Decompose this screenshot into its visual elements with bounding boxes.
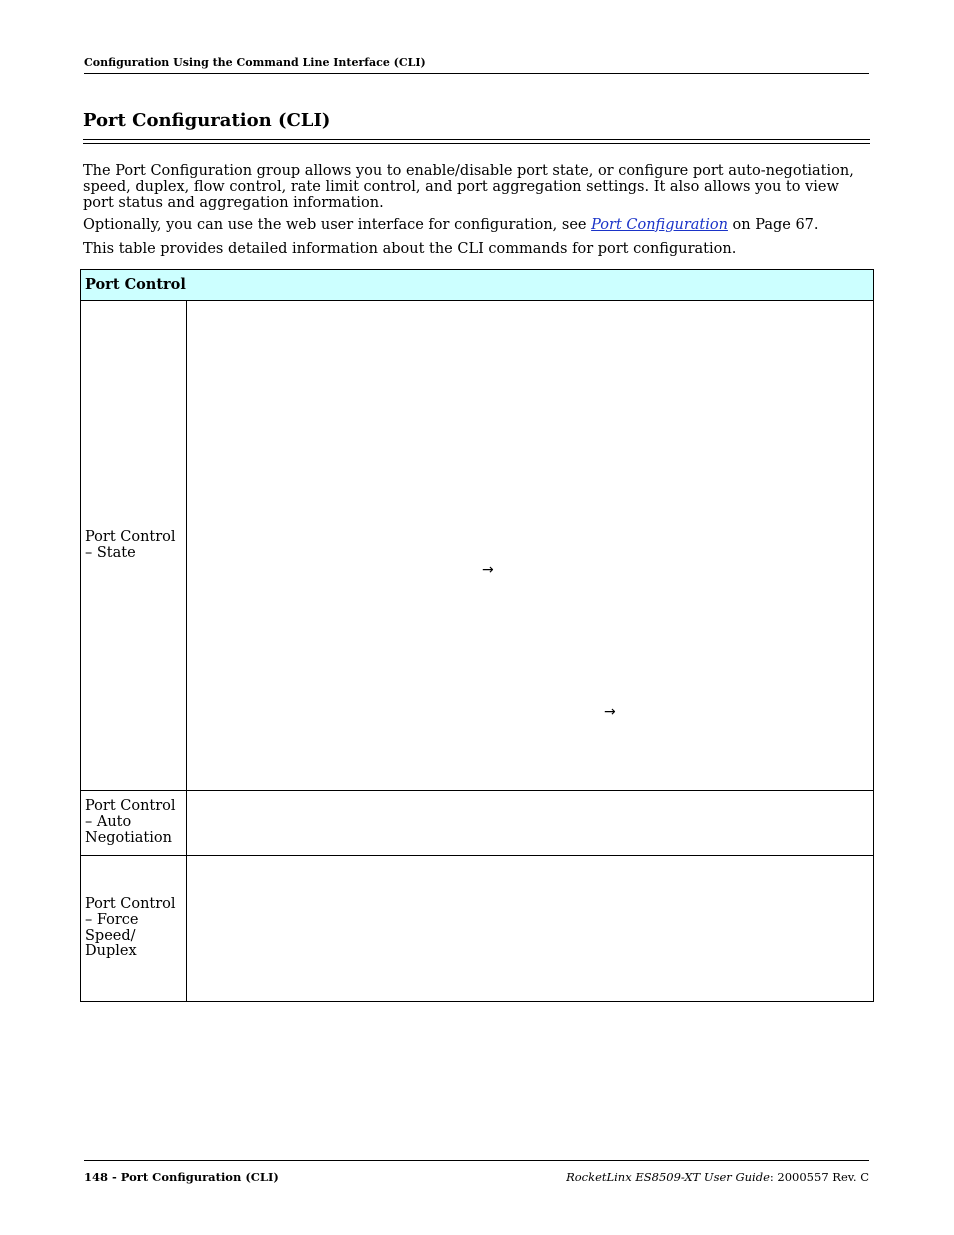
footer-revision: : 2000557 Rev. C bbox=[769, 1170, 869, 1184]
section-title: Port Configuration (CLI) bbox=[83, 110, 331, 131]
running-header: Configuration Using the Command Line Interface (CLI) bbox=[84, 56, 426, 69]
table-row bbox=[81, 301, 874, 791]
port-configuration-link[interactable]: Port Configuration bbox=[591, 217, 728, 233]
row-label-auto-negotiation: Port Control – Auto Negotiation bbox=[81, 791, 187, 856]
footer-document-info bbox=[566, 1170, 869, 1184]
optional-suffix: on Page 67. bbox=[727, 217, 819, 233]
optional-prefix: Optionally, you can use the web user interface for configuration, see bbox=[83, 217, 592, 233]
footer-rule bbox=[84, 1160, 869, 1161]
row-description-state bbox=[187, 301, 874, 791]
right-arrow-icon: → bbox=[604, 704, 616, 720]
right-arrow-icon: → bbox=[482, 562, 494, 578]
optional-paragraph bbox=[83, 218, 863, 234]
title-double-rule bbox=[83, 139, 870, 144]
intro-paragraph: The Port Configuration group allows you to enable/disable port state, or configure port auto-negotiation, speed, duplex, flow control, rate limit control, and port aggregation settings. It also allows you to view port status and aggregation information. bbox=[83, 163, 854, 211]
row-label-state: Port Control – State bbox=[81, 301, 187, 791]
header-rule bbox=[84, 73, 869, 74]
table-intro-paragraph: This table provides detailed information about the CLI commands for port configuration. bbox=[83, 241, 737, 257]
row-description-auto-negotiation bbox=[187, 791, 874, 856]
row-description-force-speed-duplex bbox=[187, 856, 874, 1002]
table-row bbox=[81, 856, 874, 1002]
port-control-table bbox=[80, 269, 874, 1002]
footer-page-label: 148 - Port Configuration (CLI) bbox=[84, 1170, 279, 1184]
table-row bbox=[81, 791, 874, 856]
footer-guide-title: RocketLinx ES8509-XT User Guide bbox=[566, 1170, 770, 1184]
row-label-force-speed-duplex: Port Control – Force Speed/ Duplex bbox=[81, 856, 187, 1002]
table-header-row bbox=[81, 270, 874, 301]
table-header-cell: Port Control bbox=[81, 270, 874, 301]
